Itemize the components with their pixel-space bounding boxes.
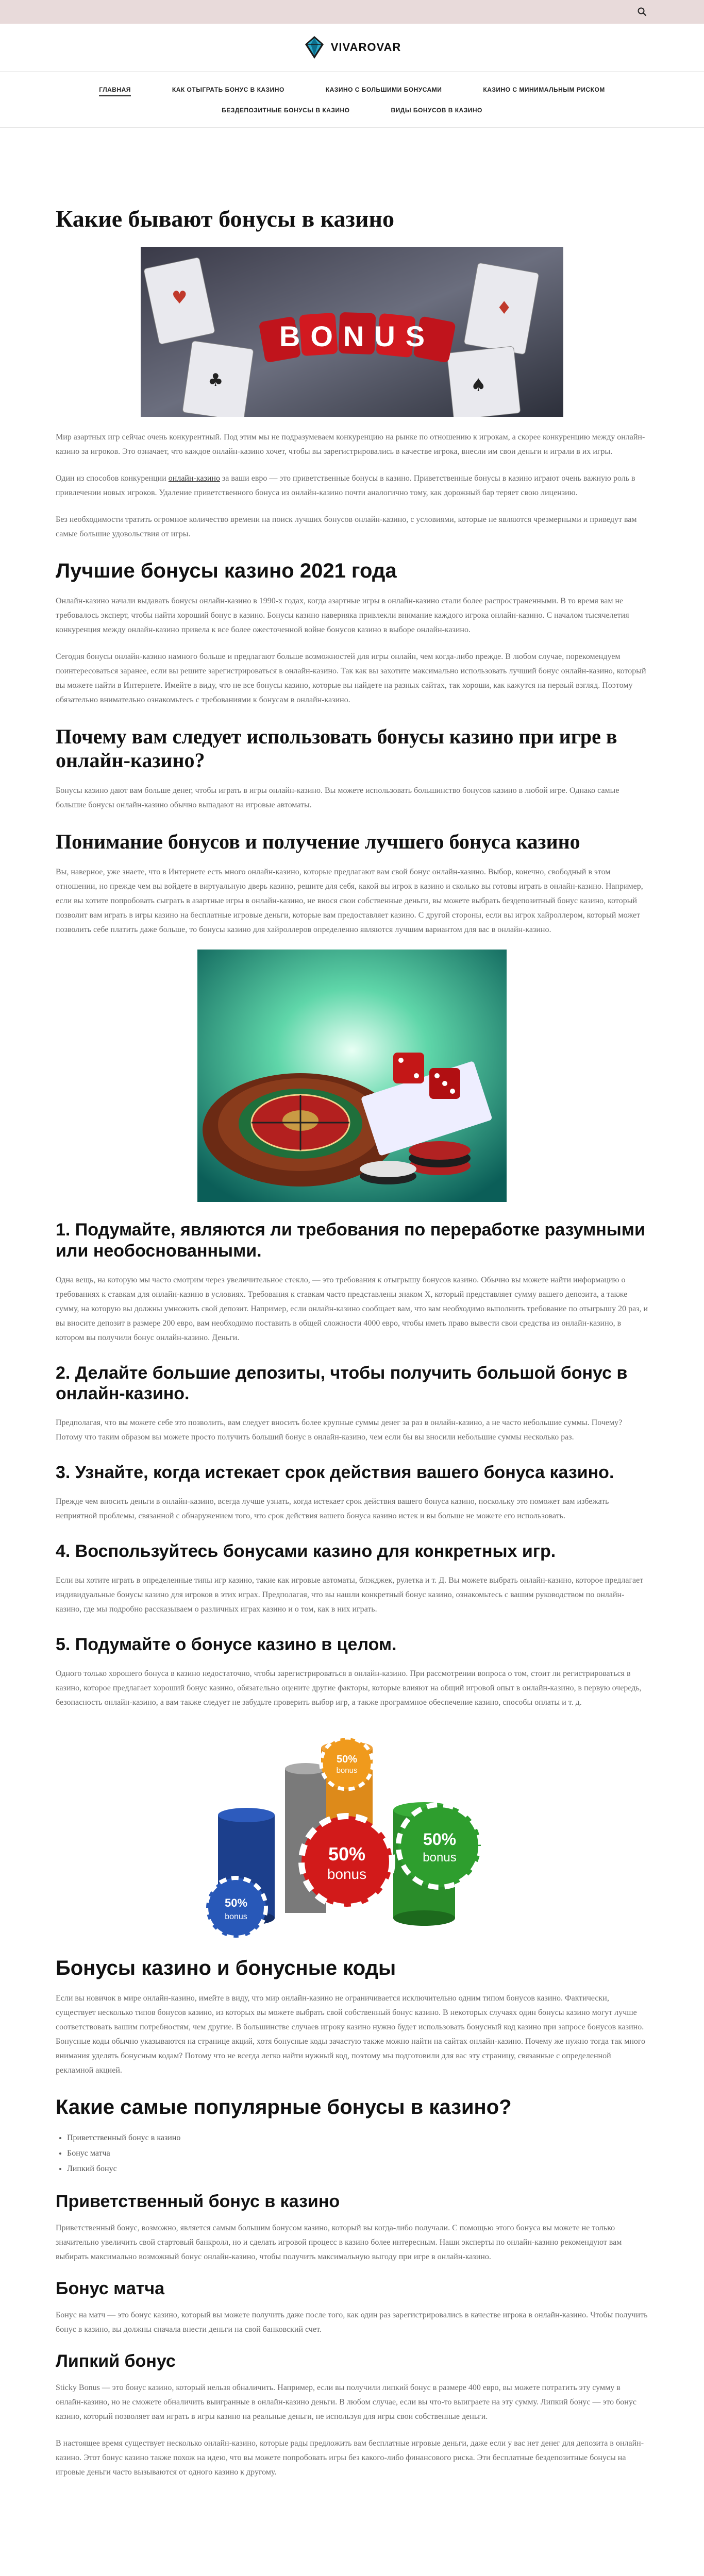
p2-text-after: за ваши евро — это приветственные бонусы в казино. Приветственные бонусы в казино играют очень важную роль в привлечении новых игроков. Удаление приветственного бонуса из онлайн-казино почти аналогично тому, как дорожный бар теряет свою лицензию. xyxy=(56,474,635,497)
heading-popular-bonuses: Какие самые популярные бонусы в казино? xyxy=(56,2095,512,2119)
bonus-type-list xyxy=(56,2130,648,2177)
tip-2-paragraph: Предполагая, что вы можете себе это позволить, вам следует вносить более крупные суммы денег за раз в онлайн-казино, а не часто небольшие суммы. Почему? Потому что таким образом вы можете просто получить больший бонус в онлайн-казино, чем если бы вы вносили небольшие суммы несколько раз. xyxy=(56,1418,623,1442)
online-casino-link[interactable]: онлайн-казино xyxy=(168,474,220,483)
heading-tip-3: 3. Узнайте, когда истекает срок действия вашего бонуса казино. xyxy=(56,1463,614,1483)
heading-best-bonuses: Лучшие бонусы казино 2021 года xyxy=(56,560,397,582)
understanding-paragraph: Вы, наверное, уже знаете, что в Интернете есть много онлайн-казино, которые предлагают вам свой бонус онлайн-казино. Выбор, конечно, свободный в этом отношении, но прежде чем вы войдете в виртуальную дверь казино, решите для себя, какой вы игрок в казино и сколько вы готовы играть в онлайн-казино. Например, если вы хотите попробовать сыграть в азартные игры в онлайн-казино, не внося свои собственные деньги, вы можете выбрать бездепозитный бонус казино, который позволит вам играть в игры казино на бесплатные игровые деньги, которые вам предоставляет казино. С другой стороны, если вы игрок хайроллером, который может позволить себе платить даже больше, то бонусы казино для хайроллеров определенно являются лучшим вариантом для вас в онлайн-казино. xyxy=(56,868,643,934)
heading-match-bonus: Бонус матча xyxy=(56,2278,165,2298)
chip-orange-bonus: bonus xyxy=(336,1766,358,1775)
svg-text:♥: ♥ xyxy=(172,287,188,308)
bonus-chips-image xyxy=(56,1722,648,1939)
chip-red-percent: 50% xyxy=(328,1843,366,1865)
heading-sticky-bonus: Липкий бонус xyxy=(56,2351,176,2371)
list-item: • Липкий бонус xyxy=(67,2161,648,2177)
nav-item-no-deposit[interactable]: БЕЗДЕПОЗИТНЫЕ БОНУСЫ В КАЗИНО xyxy=(222,107,350,114)
page-title: Какие бывают бонусы в казино xyxy=(56,206,395,232)
heading-tip-5: 5. Подумайте о бонусе казино в целом. xyxy=(56,1634,397,1654)
best-paragraph-2: Сегодня бонусы онлайн-казино намного больше и предлагают больше возможностей для игры онлайн, чем когда-либо прежде. В любом случае, порекомендуем поинтересоваться заранее, если вы решите зарегистрироваться в онлайн-казино. Так как вы захотите максимально использовать лучший бонус онлайн-казино, который вы можете найти в Интернете. Имейте в виду, что не все бонусы казино, которые вы найдете на разных сайтах, так хороши, как кажутся на первый взгляд. Поэтому обязательно внимательно ознакомьтесь с требованиями к бонусам в онлайн-казино. xyxy=(56,652,646,704)
chip-green-bonus: bonus xyxy=(423,1850,457,1865)
chip-orange-percent: 50% xyxy=(336,1753,358,1765)
match-bonus-paragraph: Бонус на матч — это бонус казино, который вы можете получить даже после того, как один раз зарегистрировались в качестве игрока в онлайн-казино. Чтобы получить бонус в казино, вы должны сначала внести деньги на свой банковский счет. xyxy=(56,2310,648,2334)
top-bar xyxy=(0,0,704,24)
chip-green-percent: 50% xyxy=(423,1829,457,1849)
main-navigation xyxy=(0,72,704,128)
list-item: • Бонус матча xyxy=(67,2146,648,2161)
search-icon[interactable] xyxy=(637,7,647,17)
chip-blue-bonus: bonus xyxy=(225,1912,247,1921)
heading-why-use: Почему вам следует использовать бонусы казино при игре в онлайн-казино? xyxy=(56,725,617,772)
heading-tip-4: 4. Воспользуйтесь бонусами казино для конкретных игр. xyxy=(56,1541,556,1561)
tip-1-paragraph: Одна вещь, на которую мы часто смотрим через увеличительное стекло, — это требования к отыгрышу бонусов казино. Обычно вы можете найти информацию о требованиях к ставкам для онлайн-казино в условиях. Требования к ставкам часто представлены знаком X, который представляет сумму вашего депозита, а также сумму, на которую вы должны умножить свой депозит. Например, если онлайн-казино сообщает вам, что вам необходимо выполнить требование по отыгрышу 20 раз, и вы вносите депозит в размере 200 евро, вам необходимо поставить в общей сложности 4000 евро, чтобы иметь право вывести свои средства из онлайн-казино, в котором вы получили бонус онлайн-казино. Деньги. xyxy=(56,1275,648,1342)
heading-understanding: Понимание бонусов и получение лучшего бонуса казино xyxy=(56,830,580,853)
nav-row-2 xyxy=(0,107,704,116)
best-paragraph-1: Онлайн-казино начали выдавать бонусы онлайн-казино в 1990-х годах, когда азартные игры в онлайн-казино стали более распространенными. В то время вам не требовалось эксперт, чтобы найти хороший бонус в казино. Бонусы казино наверняка привлекли внимание каждого игрока онлайн-казино. С началом тысячелетия конкуренция между онлайн-казино привела к все более ожесточенной войне бонусов казино в выборе онлайн-казино. xyxy=(56,597,629,634)
bonus-dice-label: BONUS xyxy=(279,320,435,352)
svg-text:♦: ♦ xyxy=(496,298,512,318)
tip-3-paragraph: Прежде чем вносить деньги в онлайн-казино, всегда лучше узнать, когда истекает срок действия вашего бонуса казино, поскольку это поможет вам избежать неприятной проблемы, связанной с обнаружением того, что срок действия вашего бонуса казино истек и вы больше не можете его использовать. xyxy=(56,1497,609,1520)
heading-bonus-codes: Бонусы казино и бонусные коды xyxy=(56,1956,396,1979)
tip-4-paragraph: Если вы хотите играть в определенные типы игр казино, такие как игровые автоматы, блэкджек, рулетка и т. Д. Вы можете выбрать онлайн-казино, которое предлагает индивидуальные бонусы казино для игроков в этих играх. Предполагая, что вы нашли конкретный бонус казино, ознакомьтесь с вашим руководством по онлайн-казино, где мы подробно рассказываем о различных играх казино и о том, как в них играть. xyxy=(56,1575,644,1614)
chip-blue-percent: 50% xyxy=(224,1896,248,1909)
site-logo[interactable] xyxy=(303,35,401,60)
diamond-logo-icon xyxy=(303,35,326,60)
chip-red-bonus: bonus xyxy=(327,1866,367,1882)
why-paragraph: Бонусы казино дают вам больше денег, чтобы играть в игры онлайн-казино. Вы можете использовать большинство бонусов казино в любой игре. Однако самые большие бонусы онлайн-казино обычно выпадают на игровые автоматы. xyxy=(56,786,619,809)
nav-item-wager-bonus[interactable]: КАК ОТЫГРАТЬ БОНУС В КАЗИНО xyxy=(172,86,284,93)
nav-item-bonus-types[interactable]: ВИДЫ БОНУСОВ В КАЗИНО xyxy=(391,107,482,114)
intro-paragraph-1: Мир азартных игр сейчас очень конкурентный. Под этим мы не подразумеваем конкуренцию на рынке по отношению к игрокам, а скорее конкуренцию между онлайн-казино за игроков. Это означает, что каждое онлайн-казино хочет, чтобы вы зарегистрировались в качестве игрока, внесли им свои деньги и играли в их игры. xyxy=(56,433,645,456)
heading-tip-1: 1. Подумайте, являются ли требования по переработке разумными или необоснованными. xyxy=(56,1220,645,1261)
nav-row-1 xyxy=(0,86,704,96)
svg-text:♠: ♠ xyxy=(471,375,487,396)
nav-item-big-bonuses[interactable]: КАЗИНО С БОЛЬШИМИ БОНУСАМИ xyxy=(325,86,442,93)
nav-item-min-risk[interactable]: КАЗИНО С МИНИМАЛЬНЫМ РИСКОМ xyxy=(483,86,605,93)
heading-welcome-bonus: Приветственный бонус в казино xyxy=(56,2191,340,2211)
nav-item-home[interactable]: ГЛАВНАЯ xyxy=(99,86,131,96)
tip-5-paragraph: Одного только хорошего бонуса в казино недостаточно, чтобы зарегистрироваться в онлайн-казино. При рассмотрении вопроса о том, стоит ли регистрироваться в казино, которое предлагает хороший бонус казино, обязательно оцените другие факторы, которые влияют на общий игровой опыт в онлайн-казино, в первую очередь, безопасность онлайн-казино, а вам также следует не забудьте проверить выбор игр, а также программное обеспечение казино, способы оплаты и т. д. xyxy=(56,1669,642,1707)
intro-paragraph-2 xyxy=(56,471,648,500)
heading-tip-2: 2. Делайте большие депозиты, чтобы получить большой бонус в онлайн-казино. xyxy=(56,1363,628,1404)
sticky-bonus-paragraph-2: В настоящее время существует несколько онлайн-казино, которые рады предложить вам бесплатные игровые деньги, даже если у вас нет денег для депозита в онлайн-казино. Этот бонус казино также похож на идею, что вы можете попробовать игры без какого-либо финансового риска. Эти бесплатные бездепозитные бонусы на игровые деньги часто вызываются от одного казино к другому. xyxy=(56,2438,644,2477)
site-header xyxy=(0,24,704,72)
svg-text:♣: ♣ xyxy=(208,370,224,391)
sticky-bonus-paragraph-1: Sticky Bonus — это бонус казино, который нельзя обналичить. Например, если вы получили липкий бонус в размере 400 евро, вы можете потратить эту сумму в онлайн-казино, но не сможете обналичить выигранные в онлайн-казино деньги. В любом случае, если вы что-то выиграете на эту сумму. Липкий бонус — это бонус казино, который позволяет вам играть в игры казино на реальные деньги, не используя для игры свои собственные деньги. xyxy=(56,2383,636,2421)
bonus-codes-paragraph: Если вы новичок в мире онлайн-казино, имейте в виду, что мир онлайн-казино не ограничивается исключительно одним типом бонусов казино. Фактически, существует несколько типов бонусов казино, из которых вы можете выбрать свой собственный бонус казино. В некоторых случаях один бонусы казино могут лучше соответствовать вашим потребностям, чем другие. В большинстве случаев игроку казино нужно будет использовать бонусный код казино при запросе бонусов казино. Бонусные коды обычно указываются на странице акций, хотя бонусные коды зачастую также можно найти на сайтах онлайн-казино. Почему же нужно тогда так много внимания уделять бонусным кодам? Потому что не всегда легко найти нужный код, поэтому мы подготовили для вас эту страницу, связанные с определенной рекламной акцией. xyxy=(56,1993,646,2075)
bonus-dice-image xyxy=(56,247,648,417)
welcome-bonus-paragraph: Приветственный бонус, возможно, является самым большим бонусом казино, который вы когда-либо получали. С помощью этого бонуса вы можете не только значительно увеличить свой стартовый банкролл, но и сделать игровой процесс в казино более интересным. Наши эксперты по онлайн-казино рекомендуют вам выбирать максимально возможный бонус онлайн-казино, чтобы получить максимальную выгоду при игре в онлайн-казино. xyxy=(56,2223,622,2261)
roulette-image xyxy=(56,950,648,1202)
intro-paragraph-3: Без необходимости тратить огромное количество времени на поиск лучших бонусов онлайн-казино, с условиями, которые не являются чрезмерными и приведут вам самые большие удовольствия от игры. xyxy=(56,515,637,538)
brand-name: VIVAROVAR xyxy=(330,41,401,54)
p2-text-before: Один из способов конкуренции xyxy=(56,474,169,483)
list-item: • Приветственный бонус в казино xyxy=(67,2130,648,2146)
article xyxy=(56,128,648,2480)
